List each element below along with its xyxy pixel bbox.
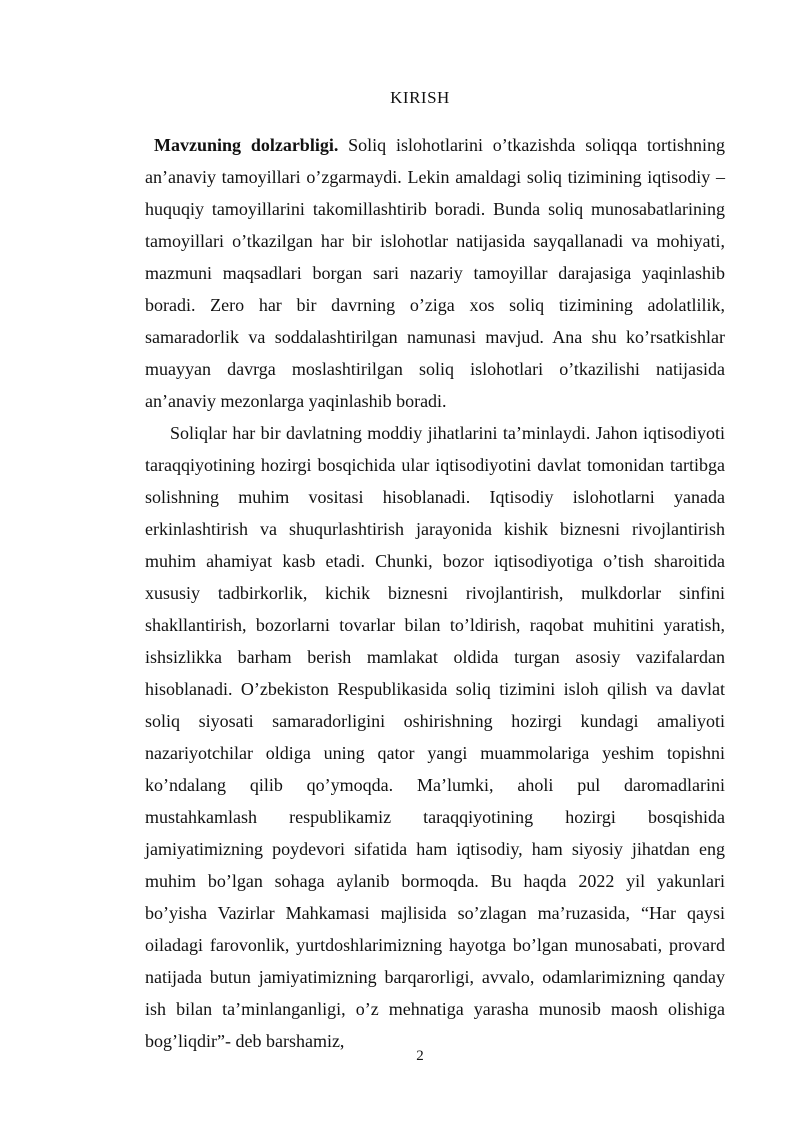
paragraph-relevance	[145, 129, 725, 417]
paragraph-lead: Mavzuning dolzarbligi.	[154, 135, 339, 155]
paragraph-text: Soliq islohotlarini o’tkazishda soliqqa tortishning an’anaviy tamoyillari o’zgarmaydi. Lekin amaldagi soliq tizimining iqtisodiy – huquqiy tamoyillarini takomillashtirib boradi. Bunda soliq munosabatlarining tamoyillari o’tkazilgan har bir islohotlar natijasida sayqallanadi va mohiyati, mazmuni maqsadlari borgan sari nazariy tamoyillar darajasiga yaqinlashib boradi. Zero har bir davrning o’ziga xos soliq tizimining adolatlilik, samaradorlik va soddalashtirilgan namunasi mavjud. Ana shu ko’rsatkishlar muayyan davrga moslashtirilgan soliq islohotlari o’tkazilishi natijasida an’anaviy mezonlarga yaqinlashib boradi.	[145, 135, 726, 411]
paragraph-taxes: Soliqlar har bir davlatning moddiy jihatlarini ta’minlaydi. Jahon iqtisodiyoti taraqqiyotining hozirgi bosqichida ular iqtisodiyotini davlat tomonidan tartibga solishning muhim vositasi hisoblanadi. Iqtisodiy islohotlarni yanada erkinlashtirish va shuqurlashtirish jarayonida kishik biznesni rivojlantirish muhim ahamiyat kasb etadi. Chunki, bozor iqtisodiyotiga o’tish sharoitida xususiy tadbirkorlik, kichik biznesni rivojlantirish, mulkdorlar sinfini shakllantirish, bozorlarni tovarlar bilan to’ldirish, raqobat muhitini yaratish, ishsizlikka barham berish mamlakat oldida turgan asosiy vazifalardan hisoblanadi. O’zbekiston Respublikasida soliq tizimini isloh qilish va davlat soliq siyosati samaradorligini oshirishning hozirgi kundagi amaliyoti nazariyotchilar oldiga uning qator yangi muammolariga yeshim topishni ko’ndalang qilib qo’ymoqda. Ma’lumki, aholi pul daromadlarini mustahkamlash respublikamiz taraqqiyotining hozirgi bosqishida jamiyatimizning poydevori sifatida ham iqtisodiy, ham siyosiy jihatdan eng muhim bo’lgan sohaga aylanib bormoqda. Bu haqda 2022 yil yakunlari bo’yisha Vazirlar Mahkamasi majlisida so’zlagan ma’ruzasida, “Har qaysi oiladagi farovonlik, yurtdoshlarimizning hayotga bo’lgan munosabati, provard natijada butun jamiyatimizning barqarorligi, avvalo, odamlarimizning qanday ish bilan ta’minlanganligi, o’z mehnatiga yarasha munosib maosh olishiga bog’liqdir”- deb barshamiz,	[145, 423, 725, 1051]
body-text	[145, 129, 725, 1057]
page-title: KIRISH	[390, 88, 450, 107]
page-number: 2	[416, 1048, 424, 1064]
